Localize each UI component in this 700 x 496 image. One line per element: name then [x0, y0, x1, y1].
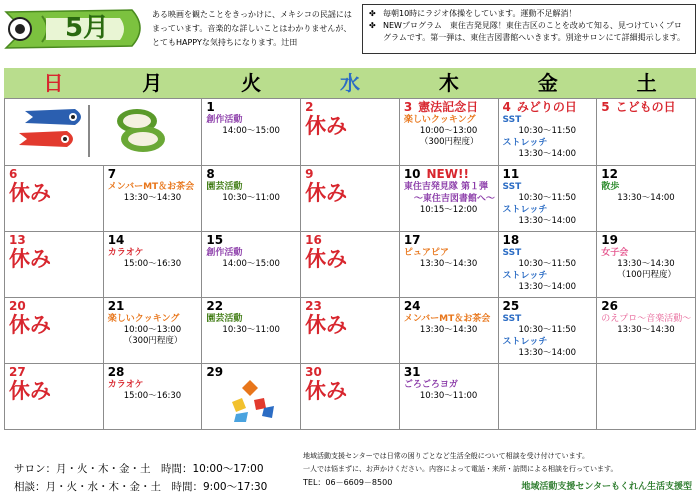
- day-number: 14: [107, 233, 125, 247]
- day-cell[interactable]: [597, 166, 696, 232]
- day-number: 29: [206, 365, 224, 379]
- event-title: ストレッチ: [502, 205, 548, 215]
- day-number: 20: [9, 299, 26, 313]
- event-time: 13:30～14:00: [518, 216, 577, 226]
- event-time: 10:30～11:50: [518, 193, 577, 203]
- event-title: カラオケ: [107, 380, 144, 390]
- event-title: 楽しいクッキング: [403, 115, 476, 125]
- event-title: のえプロ～音楽活動～: [601, 314, 692, 324]
- day-number: 19: [601, 233, 618, 247]
- day-cell[interactable]: [498, 298, 597, 364]
- salon-hours: サロン：月・火・木・金・土 時間：10:00～17:00: [14, 463, 264, 475]
- day-number: 24: [403, 299, 421, 313]
- event-title: SST: [502, 115, 522, 125]
- closed-label: 休み: [305, 114, 348, 138]
- weekday-mon: 月: [142, 71, 163, 95]
- event-time: 13:30～14:30: [617, 325, 675, 335]
- day-number: 8: [206, 167, 215, 181]
- phone-number: TEL：06－6609－8500: [303, 478, 393, 487]
- day-number: 15: [206, 233, 224, 247]
- day-number: 12: [601, 167, 618, 181]
- event-title: ストレッチ: [502, 337, 548, 347]
- event-time: 13:30～14:30: [419, 259, 478, 269]
- month-banner: [2, 2, 152, 54]
- day-cell[interactable]: [498, 99, 597, 166]
- event-time: 10:15～12:00: [419, 205, 478, 215]
- day-cell[interactable]: [597, 232, 696, 298]
- weekday-header: [4, 68, 696, 98]
- closed-label: 休み: [9, 379, 51, 403]
- event-time: 13:30～14:00: [518, 348, 577, 358]
- event-title: 女子会: [601, 248, 629, 258]
- day-number: 10: [403, 167, 421, 181]
- week-row: [5, 166, 696, 232]
- event-title: カラオケ: [107, 248, 144, 258]
- illustration-cell: [5, 99, 202, 166]
- day-number: 27: [9, 365, 26, 379]
- day-cell[interactable]: [301, 298, 400, 364]
- day-number: 2: [305, 100, 314, 114]
- day-cell[interactable]: [202, 232, 301, 298]
- notice-text: 毎朝10時にラジオ体操をしています。運動不足解消！: [383, 9, 577, 18]
- day-cell[interactable]: [597, 298, 696, 364]
- koinobori-kashiwamochi-icon: [5, 99, 195, 161]
- info-line-2: 一人では悩まずに、お声かけください。内容によって電話・来所・訪問による相談を行っています。: [303, 465, 618, 473]
- notice-item: [369, 8, 689, 20]
- organization-name: 地域活動支援センターもくれん生活支援型: [521, 482, 692, 492]
- weekday-tue: 火: [241, 71, 262, 95]
- event-time: 13:30～14:30: [419, 325, 478, 335]
- closed-label: 休み: [305, 181, 348, 205]
- event-title: 東住吉発見隊 第１弾: [403, 182, 488, 192]
- day-cell[interactable]: [103, 298, 202, 364]
- day-number: 16: [305, 233, 322, 247]
- month-label: 5月: [64, 13, 110, 43]
- day-cell[interactable]: [5, 232, 104, 298]
- day-number: 17: [403, 233, 421, 247]
- holiday-name: 憲法記念日: [418, 100, 479, 114]
- event-title: 創作活動: [206, 115, 243, 125]
- event-time: 13:30～14:00: [617, 193, 675, 203]
- weekday-wed: 水: [340, 71, 360, 95]
- event-cost: （300円程度）: [123, 336, 183, 346]
- day-number: 30: [305, 365, 322, 379]
- day-number: 11: [502, 167, 520, 181]
- day-cell[interactable]: [202, 166, 301, 232]
- kabuto-origami-icon: [224, 378, 284, 424]
- event-time: 14:00～15:00: [222, 259, 280, 269]
- event-time: 10:30～11:00: [222, 193, 280, 203]
- day-cell[interactable]: [597, 99, 696, 166]
- week-row: [5, 99, 696, 166]
- day-number: 23: [305, 299, 322, 313]
- holiday-name: みどりの日: [516, 100, 577, 114]
- day-cell[interactable]: [399, 166, 498, 232]
- day-number: 3: [403, 100, 413, 114]
- closed-label: 休み: [305, 247, 348, 271]
- event-time: 10:00～13:00: [123, 325, 182, 335]
- day-cell[interactable]: [202, 364, 301, 430]
- week-row: [5, 232, 696, 298]
- day-number: 6: [9, 167, 18, 181]
- day-cell[interactable]: [5, 364, 104, 430]
- day-number-holiday: [499, 99, 597, 114]
- info-line-1: 地域活動支援センターでは日常の困りごとなど生活全般について相談を受け付けています。: [303, 452, 590, 460]
- day-number-holiday: [400, 99, 498, 114]
- event-time: 10:00～13:00: [419, 126, 478, 136]
- weekday-sat: 土: [636, 71, 657, 95]
- day-cell[interactable]: [399, 364, 498, 430]
- event-time: 15:00～16:30: [123, 391, 182, 401]
- day-cell[interactable]: [301, 232, 400, 298]
- holiday-name: こどもの日: [615, 100, 676, 114]
- day-number: 1: [206, 100, 215, 114]
- weekday-sun: 日: [43, 71, 64, 95]
- day-cell[interactable]: [301, 99, 400, 166]
- day-number: 4: [502, 100, 511, 114]
- day-number: 5: [601, 100, 610, 114]
- event-title: SST: [502, 248, 522, 258]
- day-number: 18: [502, 233, 520, 247]
- weekday-thu: 木: [438, 71, 459, 95]
- day-cell[interactable]: [399, 232, 498, 298]
- notice-box: [362, 4, 696, 54]
- notice-bullet-icon: ✤: [369, 9, 376, 18]
- consult-hours: 相談：月・火・水・木・金・土 時間：9:00～17:30: [14, 481, 268, 493]
- day-cell[interactable]: [5, 298, 104, 364]
- day-cell[interactable]: [301, 364, 400, 430]
- event-title: メンバーMT＆お茶会: [403, 314, 491, 324]
- opening-hours: [14, 460, 267, 496]
- event-title: ストレッチ: [502, 138, 548, 148]
- closed-label: 休み: [305, 379, 348, 403]
- day-cell[interactable]: [498, 166, 597, 232]
- day-number: 22: [206, 299, 224, 313]
- day-number: 7: [107, 167, 117, 181]
- event-title: SST: [502, 314, 522, 324]
- event-title: 散歩: [601, 182, 620, 192]
- day-cell[interactable]: [399, 99, 498, 166]
- closed-label: 休み: [305, 313, 348, 337]
- day-cell[interactable]: [5, 166, 104, 232]
- event-time: 15:00～16:30: [123, 259, 182, 269]
- day-cell[interactable]: [301, 166, 400, 232]
- empty-cell: [597, 364, 696, 430]
- event-title: SST: [502, 182, 522, 192]
- event-title: 園芸活動: [206, 182, 243, 192]
- day-cell[interactable]: [498, 232, 597, 298]
- day-cell[interactable]: [103, 232, 202, 298]
- event-time: 10:30～11:50: [518, 259, 577, 269]
- calendar-grid: [4, 98, 696, 430]
- closed-label: 休み: [9, 247, 51, 271]
- day-cell[interactable]: [103, 166, 202, 232]
- event-time: 10:30～11:00: [419, 391, 478, 401]
- day-number: 28: [107, 365, 125, 379]
- event-time: 10:30～11:00: [222, 325, 280, 335]
- notice-text: NEWプログラム 東住吉発見隊！東住吉区のことを改めて知る、見つけていくプログラムです。第一弾は、東住吉図書館へいきます。別途サロンにて詳細掲示します。: [383, 21, 685, 42]
- week-row: [5, 364, 696, 430]
- event-time: 14:00～15:00: [222, 126, 280, 136]
- closed-label: 休み: [9, 181, 51, 205]
- day-number-holiday: [597, 99, 695, 114]
- notice-bullet-icon: ✤: [369, 21, 376, 30]
- event-title: 楽しいクッキング: [107, 314, 180, 324]
- event-title: メンバーMT＆お茶会: [107, 182, 195, 192]
- event-title: 園芸活動: [206, 314, 243, 324]
- day-cell[interactable]: [103, 364, 202, 430]
- event-title: ピュアピア: [403, 248, 449, 258]
- day-number: 9: [305, 167, 314, 181]
- event-cost: （300円程度）: [419, 137, 479, 147]
- weekday-fri: 金: [537, 71, 558, 95]
- event-title: 創作活動: [206, 248, 243, 258]
- intro-text: ある映画を観たことをきっかけに、メキシコの民謡にはまっています。音楽的な詳しいことはわかりませんが、とてもHAPPYな気持ちになります。辻田: [152, 10, 352, 47]
- event-time: 13:30～14:30: [123, 193, 182, 203]
- week-row: [5, 298, 696, 364]
- day-number-new: [400, 166, 498, 181]
- event-cost: （100円程度）: [617, 270, 676, 280]
- event-time: 13:30～14:00: [518, 149, 577, 159]
- event-time: 10:30～11:50: [518, 126, 577, 136]
- new-badge: NEW!!: [426, 167, 469, 181]
- day-cell[interactable]: [202, 298, 301, 364]
- day-cell[interactable]: [399, 298, 498, 364]
- event-time: 13:30～14:30: [617, 259, 675, 269]
- event-time: 13:30～14:00: [518, 282, 577, 292]
- day-number: 26: [601, 299, 618, 313]
- day-number: 25: [502, 299, 520, 313]
- notice-item: [369, 20, 689, 44]
- day-number: 21: [107, 299, 125, 313]
- event-subtitle: ～東住吉図書館へ～: [413, 194, 495, 204]
- day-number: 31: [403, 365, 421, 379]
- day-cell[interactable]: [202, 99, 301, 166]
- event-time: 10:30～11:50: [518, 325, 577, 335]
- event-title: ごろごろヨガ: [403, 380, 458, 390]
- closed-label: 休み: [9, 313, 51, 337]
- event-title: ストレッチ: [502, 271, 548, 281]
- day-number: 13: [9, 233, 26, 247]
- empty-cell: [498, 364, 597, 430]
